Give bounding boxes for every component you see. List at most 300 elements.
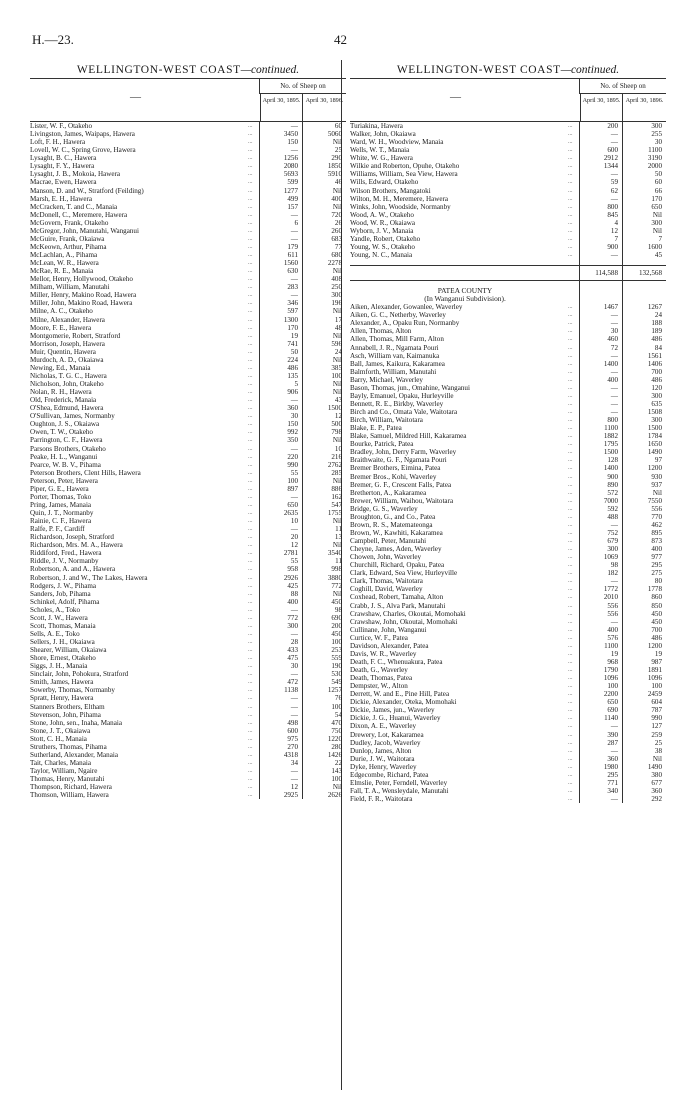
owner-name: Death, G., Waverley: [350, 666, 408, 674]
owner-name: Young, N. C., Manaia: [350, 251, 413, 259]
table-row: [30, 340, 346, 348]
table-row: [350, 243, 666, 251]
table-row: [350, 400, 666, 408]
owner-name: Muir, Quentin, Hawera: [30, 347, 96, 356]
table-row: [350, 211, 666, 219]
owner-name: Bremer, G. F., Crescent Falls, Patea: [350, 480, 452, 489]
sheep-1895: —: [290, 146, 298, 155]
sheep-1895: 28: [290, 638, 298, 646]
owner-name: Death, Thomas, Patea: [350, 674, 413, 683]
owner-name: Stone, J. T., Okaiawa: [30, 726, 91, 735]
sheep-1896: 500: [331, 420, 342, 429]
sheep-1896: 43: [334, 396, 342, 405]
table-row: [30, 372, 346, 380]
sheep-1895: 283: [287, 283, 298, 292]
owner-name: Brown, W., Kawhiti, Kakaramea: [350, 528, 443, 537]
leader-dots: ...: [248, 574, 253, 581]
sheep-1895: —: [610, 391, 618, 400]
owner-name: Crawshaw, Charles, Okoutai, Momohaki: [350, 609, 466, 618]
owner-name: White, W. G., Hawera: [350, 154, 413, 163]
owner-name: Edgecombe, Richard, Patea: [350, 770, 429, 779]
owner-name: Rainie, C. F., Hawera: [30, 517, 92, 526]
leader-dots: ...: [248, 340, 253, 347]
sheep-1895: —: [610, 399, 618, 408]
owner-name: Allen, Thomas, Mill Farm, Alton: [350, 335, 444, 344]
sheep-1895: 2010: [603, 593, 618, 602]
sheep-1895: 498: [287, 718, 298, 727]
table-row: [350, 561, 666, 569]
owner-name: Wood, A. W., Otakeho: [350, 210, 414, 219]
sheep-1896: 196: [331, 299, 342, 308]
owner-name: Morrison, Joseph, Hawera: [30, 339, 105, 348]
sheep-1895: 1467: [603, 303, 618, 312]
leader-dots: ...: [248, 679, 253, 686]
owner-name: Bretherton, A., Kakaramea: [350, 488, 427, 497]
table-row: [30, 678, 346, 686]
sheep-1895: 1560: [283, 259, 298, 268]
total-1895: 114,588: [595, 269, 618, 278]
table-row: [350, 553, 666, 561]
sheep-1896: Nil: [332, 186, 342, 195]
table-row: [350, 138, 666, 146]
leader-dots: ...: [248, 276, 253, 283]
sheep-1895: 2080: [283, 162, 298, 171]
sheep-1896: Nil: [652, 754, 662, 763]
sheep-1896: 260: [331, 226, 342, 235]
owner-name: Porter, Thomas, Toko: [30, 492, 92, 501]
table-row: [30, 727, 346, 735]
leader-dots: ...: [248, 324, 253, 331]
leader-dots: ...: [568, 675, 573, 682]
sheep-1895: —: [290, 694, 298, 703]
sheep-1896: 990: [651, 714, 662, 723]
leader-dots: ...: [248, 647, 253, 654]
leader-dots: ...: [248, 663, 253, 670]
owner-name: Wood, W. R., Okaiawa: [350, 218, 416, 227]
table-row: [30, 493, 346, 501]
leader-dots: ...: [248, 671, 253, 678]
sheep-1895: —: [290, 226, 298, 235]
leader-dots: ...: [568, 376, 573, 383]
sheep-1895: 12: [290, 541, 298, 550]
leader-dots: ...: [248, 719, 253, 726]
sheep-1895: —: [290, 670, 298, 679]
sheep-1896: 1100: [648, 146, 662, 155]
sheep-1895: 1344: [603, 162, 618, 171]
table-row: [30, 404, 346, 412]
sheep-1896: Nil: [332, 436, 342, 445]
owner-name: Ward, W. H., Woodview, Manaia: [350, 138, 444, 147]
sheep-1896: 1600: [647, 242, 662, 251]
leader-dots: ...: [248, 792, 253, 799]
sheep-1896: 750: [331, 726, 342, 735]
table-row: [30, 501, 346, 509]
owner-name: Aiken, G. C., Netherby, Waverley: [350, 311, 446, 320]
leader-dots: ...: [568, 594, 573, 601]
sheep-1895: 157: [287, 202, 298, 211]
sheep-1895: 1300: [283, 315, 298, 324]
sheep-1895: 7000: [603, 496, 618, 505]
sheep-1896: 100: [331, 702, 342, 711]
leader-dots: ...: [568, 195, 573, 202]
table-row: [30, 146, 346, 154]
sheep-1896: 300: [651, 122, 662, 130]
leader-dots: ...: [568, 131, 573, 138]
sheep-1895: 600: [287, 726, 298, 735]
left-title: [30, 62, 346, 78]
leader-dots: ...: [248, 759, 253, 766]
sheep-1895: 425: [287, 581, 298, 590]
table-row: [30, 316, 346, 324]
sheep-1896: 7: [658, 234, 662, 243]
leader-dots: ...: [568, 796, 573, 802]
sheep-1896: 1200: [647, 464, 662, 473]
county-heading-text: PATEA COUNTY: [437, 286, 493, 296]
leader-dots: ...: [248, 477, 253, 484]
sheep-1896: 38: [654, 746, 662, 755]
sheep-1896: 84: [654, 343, 662, 352]
sheep-1895: —: [290, 492, 298, 501]
table-row: [350, 303, 666, 311]
sheep-1896: 895: [651, 528, 662, 537]
sheep-1896: 360: [651, 786, 662, 795]
table-row: [30, 348, 346, 356]
table-row: [350, 585, 666, 593]
sheep-1896: 3880: [327, 573, 342, 582]
sheep-1895: —: [290, 710, 298, 719]
owner-name: Ball, James, Kaikura, Kakaramea: [350, 359, 445, 368]
sheep-1895: —: [290, 210, 298, 219]
sheep-1896: 1850: [327, 162, 342, 171]
sheep-1895: 30: [290, 412, 298, 421]
table-row: [30, 412, 346, 420]
table-row: [350, 706, 666, 714]
subdivision-heading: [350, 295, 666, 303]
table-row: [30, 380, 346, 388]
sheep-1896: Nil: [332, 307, 342, 316]
table-row: [350, 251, 666, 259]
sheep-1895: 34: [290, 758, 298, 767]
table-row: [350, 698, 666, 706]
owner-name: McRae, R. E., Manaia: [30, 267, 94, 276]
county-heading: [350, 287, 666, 295]
sheep-1895: 599: [287, 178, 298, 187]
table-row: [350, 650, 666, 658]
owner-name: Thomas, Henry, Manutahi: [30, 775, 105, 784]
sheep-1895: 2200: [603, 690, 618, 699]
sheep-1896: 30: [654, 138, 662, 147]
sheep-1896: 24: [654, 311, 662, 320]
left-header-year-1896: April 30, 1896.: [305, 97, 344, 104]
leader-dots: ...: [568, 626, 573, 633]
owner-name: Lovell, W. C., Spring Grove, Hawera: [30, 146, 136, 155]
table-row: [30, 686, 346, 694]
sheep-1896: 7550: [647, 496, 662, 505]
table-row: [30, 162, 346, 170]
sheep-1896: 486: [651, 335, 662, 344]
owner-name: Manson, D. and W., Stratford (Feilding): [30, 186, 144, 195]
sheep-1895: 475: [287, 654, 298, 663]
table-row: [350, 497, 666, 505]
table-row: [30, 283, 346, 291]
sheep-1896: 200: [331, 621, 342, 630]
page-number: 42: [334, 32, 347, 47]
sheep-1895: 12: [290, 783, 298, 792]
sheep-1895: 572: [607, 488, 618, 497]
table-row: [350, 763, 666, 771]
owner-name: Schinkel, Adolf, Pihama: [30, 597, 100, 606]
leader-dots: ...: [248, 300, 253, 307]
table-row: [350, 577, 666, 585]
sheep-1895: —: [290, 702, 298, 711]
sheep-1896: 677: [651, 778, 662, 787]
sheep-1895: 1100: [604, 641, 618, 650]
sheep-1896: 22: [334, 758, 342, 767]
leader-dots: ...: [248, 558, 253, 565]
sheep-1895: 968: [607, 657, 618, 666]
sheep-1896: 2000: [647, 162, 662, 171]
leader-dots: ...: [248, 743, 253, 750]
leader-dots: ...: [568, 441, 573, 448]
leader-dots: ...: [568, 328, 573, 335]
sheep-1896: 450: [331, 629, 342, 638]
sheep-1895: 72: [610, 343, 618, 352]
sheep-1896: 385: [331, 363, 342, 372]
sheep-1896: 1096: [647, 674, 662, 683]
sheep-1895: 1069: [603, 553, 618, 562]
owner-name: Murdoch, A. D., Okaiawa: [30, 355, 104, 364]
table-row: [30, 735, 346, 743]
table-row: [350, 513, 666, 521]
sheep-1895: 5: [294, 380, 298, 388]
sheep-1896: 100: [331, 775, 342, 784]
owner-name: Riddle, J. V., Normanby: [30, 557, 99, 566]
sheep-1895: 752: [607, 528, 618, 537]
sheep-1895: 1980: [603, 762, 618, 771]
sheep-1895: 55: [290, 557, 298, 566]
sheep-1895: —: [290, 775, 298, 784]
sheep-1896: 127: [651, 722, 662, 731]
sheep-1896: 700: [651, 367, 662, 376]
sheep-1896: 259: [651, 730, 662, 739]
table-row: [350, 440, 666, 448]
sheep-1895: —: [610, 795, 618, 803]
leader-dots: ...: [568, 219, 573, 226]
sheep-1896: 1778: [647, 585, 662, 594]
sheep-1896: 295: [651, 561, 662, 570]
owner-name: Scholes, A., Toko: [30, 605, 81, 614]
owner-name: Crawshaw, John, Okoutai, Momohaki: [350, 617, 458, 626]
leader-dots: ...: [248, 751, 253, 758]
owner-name: Wills, Edward, Otakeho: [350, 178, 419, 187]
owner-name: Campbell, Peter, Manutahi: [350, 537, 427, 545]
owner-name: Richardson, Mrs. M. A., Hawera: [30, 541, 123, 550]
sheep-1896: 3190: [647, 154, 662, 163]
owner-name: Allen, Thomas, Alton: [350, 327, 412, 336]
table-row: [30, 138, 346, 146]
table-row: [350, 456, 666, 464]
total-1896: 132,568: [638, 269, 662, 278]
sheep-1896: 60: [654, 178, 662, 187]
sheep-1895: —: [290, 291, 298, 300]
sheep-1895: 690: [607, 706, 618, 715]
leader-dots: ...: [248, 332, 253, 339]
sheep-1896: 285: [331, 468, 342, 477]
sheep-1895: —: [290, 525, 298, 534]
owner-name: Thompson, Richard, Hawera: [30, 783, 112, 792]
table-row: [350, 335, 666, 343]
leader-dots: ...: [568, 650, 573, 657]
sheep-1895: —: [290, 275, 298, 284]
sheep-1896: 190: [331, 662, 342, 671]
sheep-1896: Nil: [332, 589, 342, 598]
sheep-1895: 1400: [603, 359, 618, 368]
table-row: [350, 787, 666, 795]
table-row: [30, 243, 346, 251]
sheep-1896: 530: [331, 670, 342, 679]
sheep-1895: 390: [607, 730, 618, 739]
owner-name: Livingston, James, Waipaps, Hawera: [30, 130, 135, 139]
owner-name: Montgomerie, Robert, Stratford: [30, 331, 121, 340]
subdivision-heading-text: (In Wanganui Subdivision).: [424, 294, 506, 304]
sheep-1895: 2925: [283, 791, 298, 800]
sheep-1896: 280: [331, 742, 342, 751]
leader-dots: ...: [248, 131, 253, 138]
leader-dots: ...: [568, 586, 573, 593]
right-title-cont: —continued.: [560, 64, 620, 76]
table-row: [30, 711, 346, 719]
table-row: [350, 771, 666, 779]
sheep-1896: 873: [651, 537, 662, 545]
sheep-1896: 2762: [327, 460, 342, 469]
leader-dots: ...: [248, 243, 253, 250]
owner-name: Walker, John, Okaiawa: [350, 130, 416, 139]
table-row: [30, 775, 346, 783]
table-row: [350, 634, 666, 642]
owner-name: Siggs, J. H., Manaia: [30, 662, 88, 671]
leader-dots: ...: [248, 566, 253, 573]
leader-dots: ...: [568, 505, 573, 512]
sheep-1895: 50: [290, 347, 298, 356]
leader-dots: ...: [568, 465, 573, 472]
table-row: [30, 541, 346, 549]
left-title-text: WELLINGTON-WEST COAST: [76, 64, 241, 76]
sheep-1895: 597: [287, 307, 298, 316]
table-row: [30, 614, 346, 622]
table-row: [30, 469, 346, 477]
sheep-1896: 772: [331, 581, 342, 590]
table-row: [350, 731, 666, 739]
owner-name: Oughton, J. S., Okaiawa: [30, 420, 100, 429]
owner-name: Bremer Bros., Kohi, Waverley: [350, 472, 437, 481]
right-header-sheep: No. of Sheep on: [579, 79, 666, 94]
table-row: [350, 610, 666, 618]
left-title-cont: —continued.: [240, 64, 300, 76]
table-row: [30, 122, 346, 130]
owner-name: Shore, Ernest, Otakeho: [30, 654, 96, 663]
sheep-1895: 100: [287, 476, 298, 485]
leader-dots: ...: [248, 695, 253, 702]
table-row: [30, 267, 346, 275]
owner-name: Alexander, A., Opaku Run, Normanby: [350, 319, 460, 328]
sheep-1895: 460: [607, 335, 618, 344]
leader-dots: ...: [248, 316, 253, 323]
leader-dots: ...: [568, 163, 573, 170]
leader-dots: ...: [248, 510, 253, 516]
sheep-1895: 6: [294, 218, 298, 227]
owner-name: Wyborn, J. V., Manaia: [350, 226, 414, 235]
table-row: [350, 219, 666, 227]
sheep-1895: 975: [287, 734, 298, 743]
sheep-1895: 300: [607, 545, 618, 554]
leader-dots: ...: [568, 139, 573, 146]
owner-name: Milne, Alexander, Hawera: [30, 315, 105, 324]
table-row: [30, 388, 346, 396]
leader-dots: ...: [248, 526, 253, 533]
sheep-1896: 1220: [327, 734, 342, 743]
sheep-1896: 680: [331, 251, 342, 259]
owner-name: Blake, Samuel, Mildred Hill, Kakaramea: [350, 432, 467, 441]
table-row: [350, 666, 666, 674]
sheep-1896: 17: [334, 315, 342, 324]
owner-name: Sanders, Job, Pihama: [30, 589, 91, 598]
sheep-1895: 576: [607, 633, 618, 642]
table-row: [30, 751, 346, 759]
sheep-1896: 683: [331, 234, 342, 243]
right-title-text: WELLINGTON-WEST COAST: [396, 64, 561, 76]
table-row: [350, 739, 666, 747]
sheep-1895: 1500: [603, 448, 618, 457]
leader-dots: ...: [568, 312, 573, 319]
table-row: [350, 537, 666, 545]
owner-name: McDonell, C., Meremere, Hawera: [30, 210, 128, 219]
leader-dots: ...: [248, 687, 253, 694]
sheep-1896: 46: [334, 178, 342, 187]
sheep-1895: 679: [607, 537, 618, 545]
owner-name: Birch and Co., Omata Vale, Waitotara: [350, 408, 458, 416]
sheep-1895: 1795: [603, 440, 618, 449]
table-row: [350, 674, 666, 682]
sheep-1896: 787: [651, 706, 662, 715]
sheep-1896: Nil: [332, 138, 342, 147]
owner-name: Parrington, C. F., Hawera: [30, 436, 103, 445]
sheep-1895: —: [290, 767, 298, 775]
owner-name: Lysaght, J. B., Mokoia, Hawera: [30, 170, 121, 179]
sheep-1895: 170: [287, 323, 298, 332]
total-row: [350, 265, 666, 281]
leader-dots: ...: [568, 570, 573, 577]
leader-dots: ...: [248, 485, 253, 492]
table-row: [30, 646, 346, 654]
owner-name: Dudley, Jacob, Waverley: [350, 738, 421, 747]
leader-dots: ...: [248, 139, 253, 146]
table-row: [350, 432, 666, 440]
leader-dots: ...: [248, 179, 253, 186]
owner-name: Dickie, James, jun., Waverley: [350, 706, 435, 715]
owner-name: Old, Frederick, Manaia: [30, 396, 97, 405]
owner-name: Curtice, W. F., Patea: [350, 633, 408, 642]
leader-dots: ...: [248, 582, 253, 589]
leader-dots: ...: [248, 534, 253, 541]
leader-dots: ...: [568, 433, 573, 440]
table-row: [30, 170, 346, 178]
sheep-1896: 1508: [647, 408, 662, 416]
leader-dots: ...: [568, 344, 573, 351]
owner-name: Dempster, W., Alton: [350, 682, 408, 691]
leader-dots: ...: [568, 352, 573, 359]
table-row: [30, 291, 346, 299]
sheep-1895: 906: [287, 388, 298, 397]
